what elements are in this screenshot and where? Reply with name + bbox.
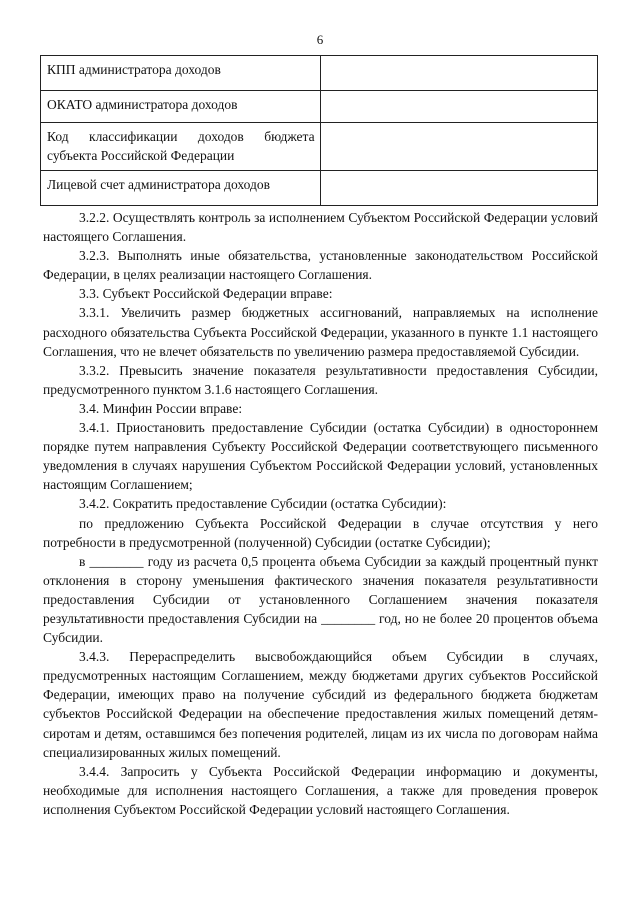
paragraph-3-3-2: 3.3.2. Превысить значение показателя результативности предоставления Субсидии, предусмотренного пунктом 3.1.6 настоящего Соглашения. — [43, 362, 598, 397]
paragraph-3-4-2: 3.4.2. Сократить предоставление Субсидии (остатка Субсидии): — [79, 496, 447, 512]
table-cell-label: Код классификации доходов бюджета субъекта Российской Федерации — [41, 123, 321, 171]
paragraph-3-4-4: 3.4.4. Запросить у Субъекта Российской Федерации информацию и документы, необходимые для исполнения настоящего Соглашения, а также для проведения проверок исполнения Субъектом Российской Федерации условий настоящего Соглашения. — [43, 763, 598, 817]
paragraph-3-4-3: 3.4.3. Перераспределить высвобождающийся объем Субсидии в случаях, предусмотренных настоящим Соглашением, между бюджетами других субъектов Российской Федерации, имеющих право на получение субсидий из федерального бюджета бюджетам субъектов Российской Федерации на обеспечение предоставления жилых помещений детям-сиротам и детям, оставшимся без попечения родителей, лицам из их числа по договорам найма специализированных жилых помещений. — [43, 649, 598, 760]
page-number: 6 — [316, 32, 324, 47]
table-cell-value — [320, 91, 597, 123]
paragraph-3-4-1: 3.4.1. Приостановить предоставление Субсидии (остатка Субсидии) в одностороннем порядке путем направления Субъекту Российской Федерации соответствующего письменного уведомления в случаях нарушения Субъектом Российской Федерации условий, установленных настоящим Соглашением; — [43, 420, 598, 493]
table-row — [41, 56, 598, 91]
table-row — [41, 123, 598, 171]
paragraph-3-3: 3.3. Субъект Российской Федерации вправе: — [79, 286, 333, 302]
document-body — [43, 208, 598, 819]
table-cell-label: Лицевой счет администратора доходов — [41, 171, 321, 206]
paragraph-3-4: 3.4. Минфин России вправе: — [79, 400, 243, 416]
table-cell-value — [320, 123, 597, 171]
paragraph-3-4-2-calculation: в ________ году из расчета 0,5 процента объема Субсидии за каждый процентный пункт отклонения в сторону уменьшения фактического значения показателя результативности предоставления Субсидии от установленного Соглашением значения показателя результативности предоставления Субсидии на ________ год, но не более 20 процентов объема Субсидии. — [43, 553, 598, 646]
table-cell-label: ОКАТО администратора доходов — [41, 91, 321, 123]
paragraph-3-4-2-proposal: по предложению Субъекта Российской Федерации в случае отсутствия у него потребности в предусмотренной (полученной) Субсидии (остатке Субсидии); — [43, 515, 598, 550]
table-row — [41, 91, 598, 123]
administrator-details-table — [40, 55, 598, 206]
table-row — [41, 171, 598, 206]
paragraph-3-2-2: 3.2.2. Осуществлять контроль за исполнением Субъектом Российской Федерации условий настоящего Соглашения. — [43, 210, 598, 245]
table-cell-value — [320, 56, 597, 91]
paragraph-3-2-3: 3.2.3. Выполнять иные обязательства, установленные законодательством Российской Федерации, в целях реализации настоящего Соглашения. — [43, 248, 598, 283]
table-cell-label: КПП администратора доходов — [41, 56, 321, 91]
table-cell-value — [320, 171, 597, 206]
paragraph-3-3-1: 3.3.1. Увеличить размер бюджетных ассигнований, направляемых на исполнение расходного обязательства Субъекта Российской Федерации, указанного в пункте 1.1 настоящего Соглашения, что не влечет обязательств по увеличению размера предоставляемой Субсидии. — [43, 305, 598, 359]
